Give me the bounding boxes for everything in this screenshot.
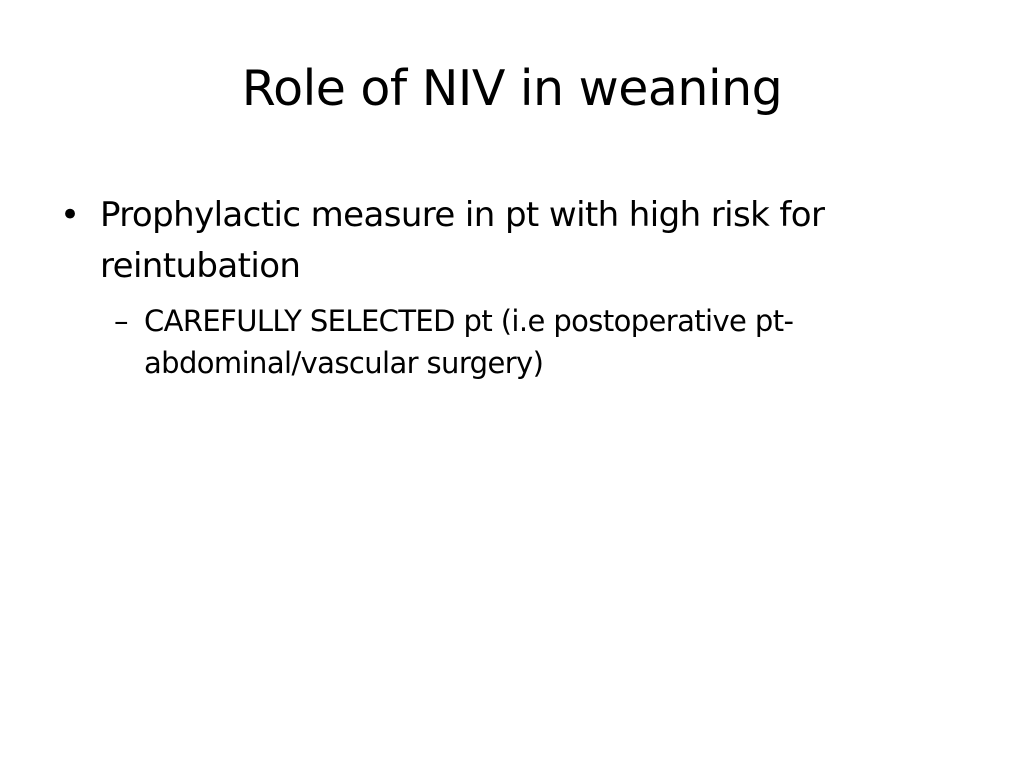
bullet-text: Prophylactic measure in pt with high risk for reintubation xyxy=(100,195,825,286)
sub-bullet-text: CAREFULLY SELECTED pt (i.e postoperative pt-abdominal/vascular surgery) xyxy=(144,304,794,380)
slide-title: Role of NIV in weaning xyxy=(241,60,783,117)
sub-bullet-item xyxy=(114,300,936,384)
bullet-item xyxy=(56,190,936,292)
dash-icon: – xyxy=(114,304,129,338)
bullet-icon: • xyxy=(60,195,81,235)
slide-content xyxy=(56,190,936,384)
